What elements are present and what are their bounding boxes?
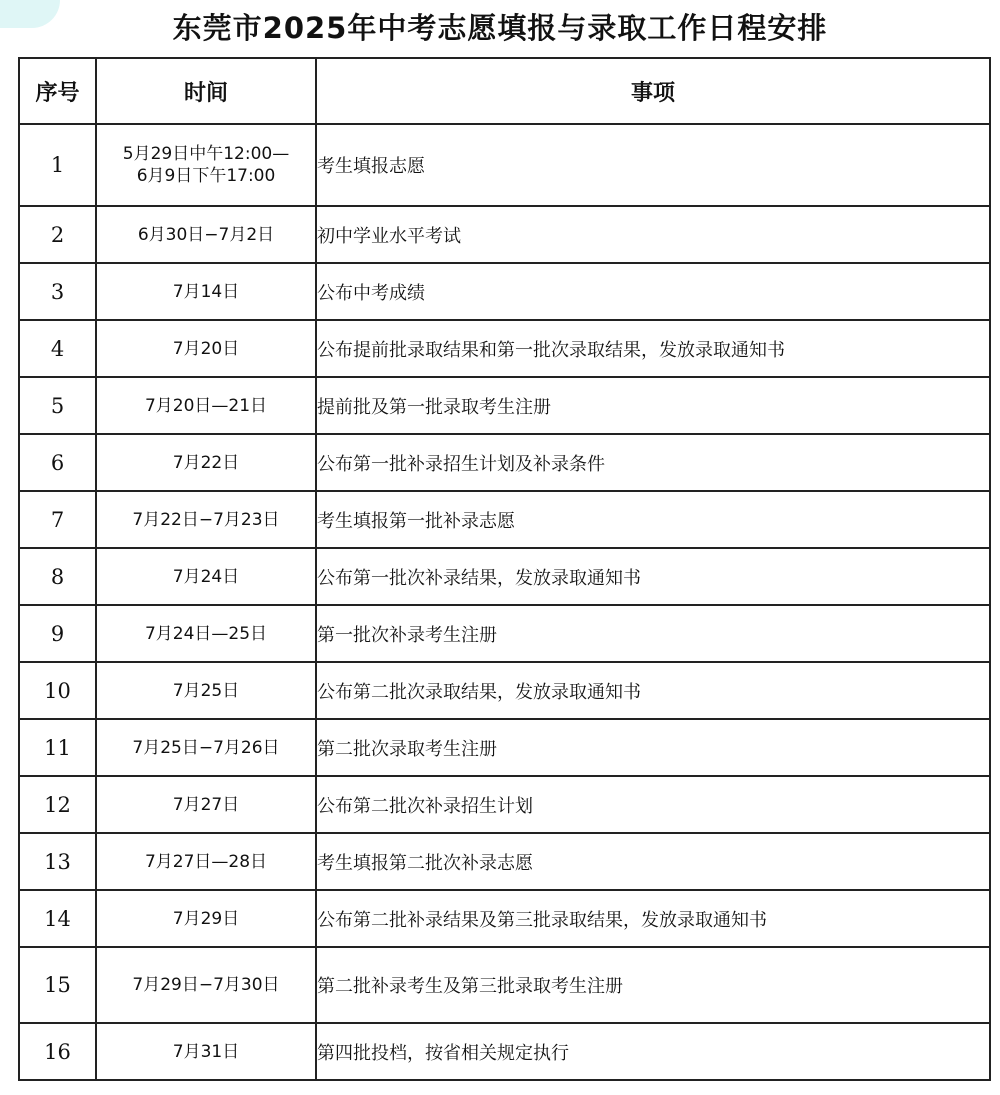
row-time: 7月22日−7月23日 bbox=[96, 491, 316, 548]
row-time: 7月20日 bbox=[96, 320, 316, 377]
table-row bbox=[19, 776, 990, 833]
row-item: 公布第二批补录结果及第三批录取结果，发放录取通知书 bbox=[316, 890, 990, 947]
row-item: 第一批次补录考生注册 bbox=[316, 605, 990, 662]
row-time: 7月24日 bbox=[96, 548, 316, 605]
row-time: 7月27日 bbox=[96, 776, 316, 833]
header-item: 事项 bbox=[316, 58, 990, 124]
row-item: 第二批次录取考生注册 bbox=[316, 719, 990, 776]
row-item: 初中学业水平考试 bbox=[316, 206, 990, 263]
table-row bbox=[19, 890, 990, 947]
table-row bbox=[19, 491, 990, 548]
header-seq: 序号 bbox=[19, 58, 96, 124]
row-time-line2: 6月9日下午17:00 bbox=[136, 166, 276, 186]
row-time: 7月29日−7月30日 bbox=[96, 947, 316, 1023]
row-time: 7月20日—21日 bbox=[96, 377, 316, 434]
table-row bbox=[19, 206, 990, 263]
row-seq: 15 bbox=[19, 947, 96, 1023]
row-seq: 10 bbox=[19, 662, 96, 719]
table-row bbox=[19, 947, 990, 1023]
table-row bbox=[19, 605, 990, 662]
row-item: 第二批补录考生及第三批录取考生注册 bbox=[316, 947, 990, 1023]
row-item: 考生填报志愿 bbox=[316, 124, 990, 206]
row-item: 考生填报第二批次补录志愿 bbox=[316, 833, 990, 890]
row-item: 提前批及第一批录取考生注册 bbox=[316, 377, 990, 434]
row-time: 7月27日—28日 bbox=[96, 833, 316, 890]
row-seq: 4 bbox=[19, 320, 96, 377]
row-time-line1: 5月29日中午12:00— bbox=[122, 144, 290, 164]
table-row bbox=[19, 124, 990, 206]
row-item: 公布第一批次补录结果，发放录取通知书 bbox=[316, 548, 990, 605]
table-row bbox=[19, 320, 990, 377]
table-row bbox=[19, 434, 990, 491]
row-seq: 6 bbox=[19, 434, 96, 491]
schedule-table bbox=[18, 57, 991, 1081]
row-item: 考生填报第一批补录志愿 bbox=[316, 491, 990, 548]
row-item: 公布第二批次录取结果，发放录取通知书 bbox=[316, 662, 990, 719]
row-item: 公布中考成绩 bbox=[316, 263, 990, 320]
row-seq: 11 bbox=[19, 719, 96, 776]
row-time: 7月22日 bbox=[96, 434, 316, 491]
header-row bbox=[19, 58, 990, 124]
row-time: 7月24日—25日 bbox=[96, 605, 316, 662]
row-seq: 5 bbox=[19, 377, 96, 434]
row-item: 公布提前批录取结果和第一批次录取结果，发放录取通知书 bbox=[316, 320, 990, 377]
row-item: 公布第二批次补录招生计划 bbox=[316, 776, 990, 833]
row-seq: 7 bbox=[19, 491, 96, 548]
table-row bbox=[19, 833, 990, 890]
header-time: 时间 bbox=[96, 58, 316, 124]
row-seq: 8 bbox=[19, 548, 96, 605]
row-seq: 14 bbox=[19, 890, 96, 947]
row-time: 7月14日 bbox=[96, 263, 316, 320]
table-row bbox=[19, 719, 990, 776]
page-title: 东莞市2025年中考志愿填报与录取工作日程安排 bbox=[172, 11, 828, 45]
row-seq: 16 bbox=[19, 1023, 96, 1080]
row-seq: 3 bbox=[19, 263, 96, 320]
table-row bbox=[19, 1023, 990, 1080]
row-seq: 12 bbox=[19, 776, 96, 833]
row-time bbox=[96, 124, 316, 206]
table-row bbox=[19, 377, 990, 434]
row-seq: 2 bbox=[19, 206, 96, 263]
row-time: 7月31日 bbox=[96, 1023, 316, 1080]
row-time: 7月25日−7月26日 bbox=[96, 719, 316, 776]
table-row bbox=[19, 263, 990, 320]
row-seq: 9 bbox=[19, 605, 96, 662]
table-row bbox=[19, 548, 990, 605]
row-time: 6月30日−7月2日 bbox=[96, 206, 316, 263]
row-seq: 1 bbox=[19, 124, 96, 206]
row-time: 7月25日 bbox=[96, 662, 316, 719]
row-item: 第四批投档，按省相关规定执行 bbox=[316, 1023, 990, 1080]
row-item: 公布第一批补录招生计划及补录条件 bbox=[316, 434, 990, 491]
row-seq: 13 bbox=[19, 833, 96, 890]
row-time: 7月29日 bbox=[96, 890, 316, 947]
table-row bbox=[19, 662, 990, 719]
